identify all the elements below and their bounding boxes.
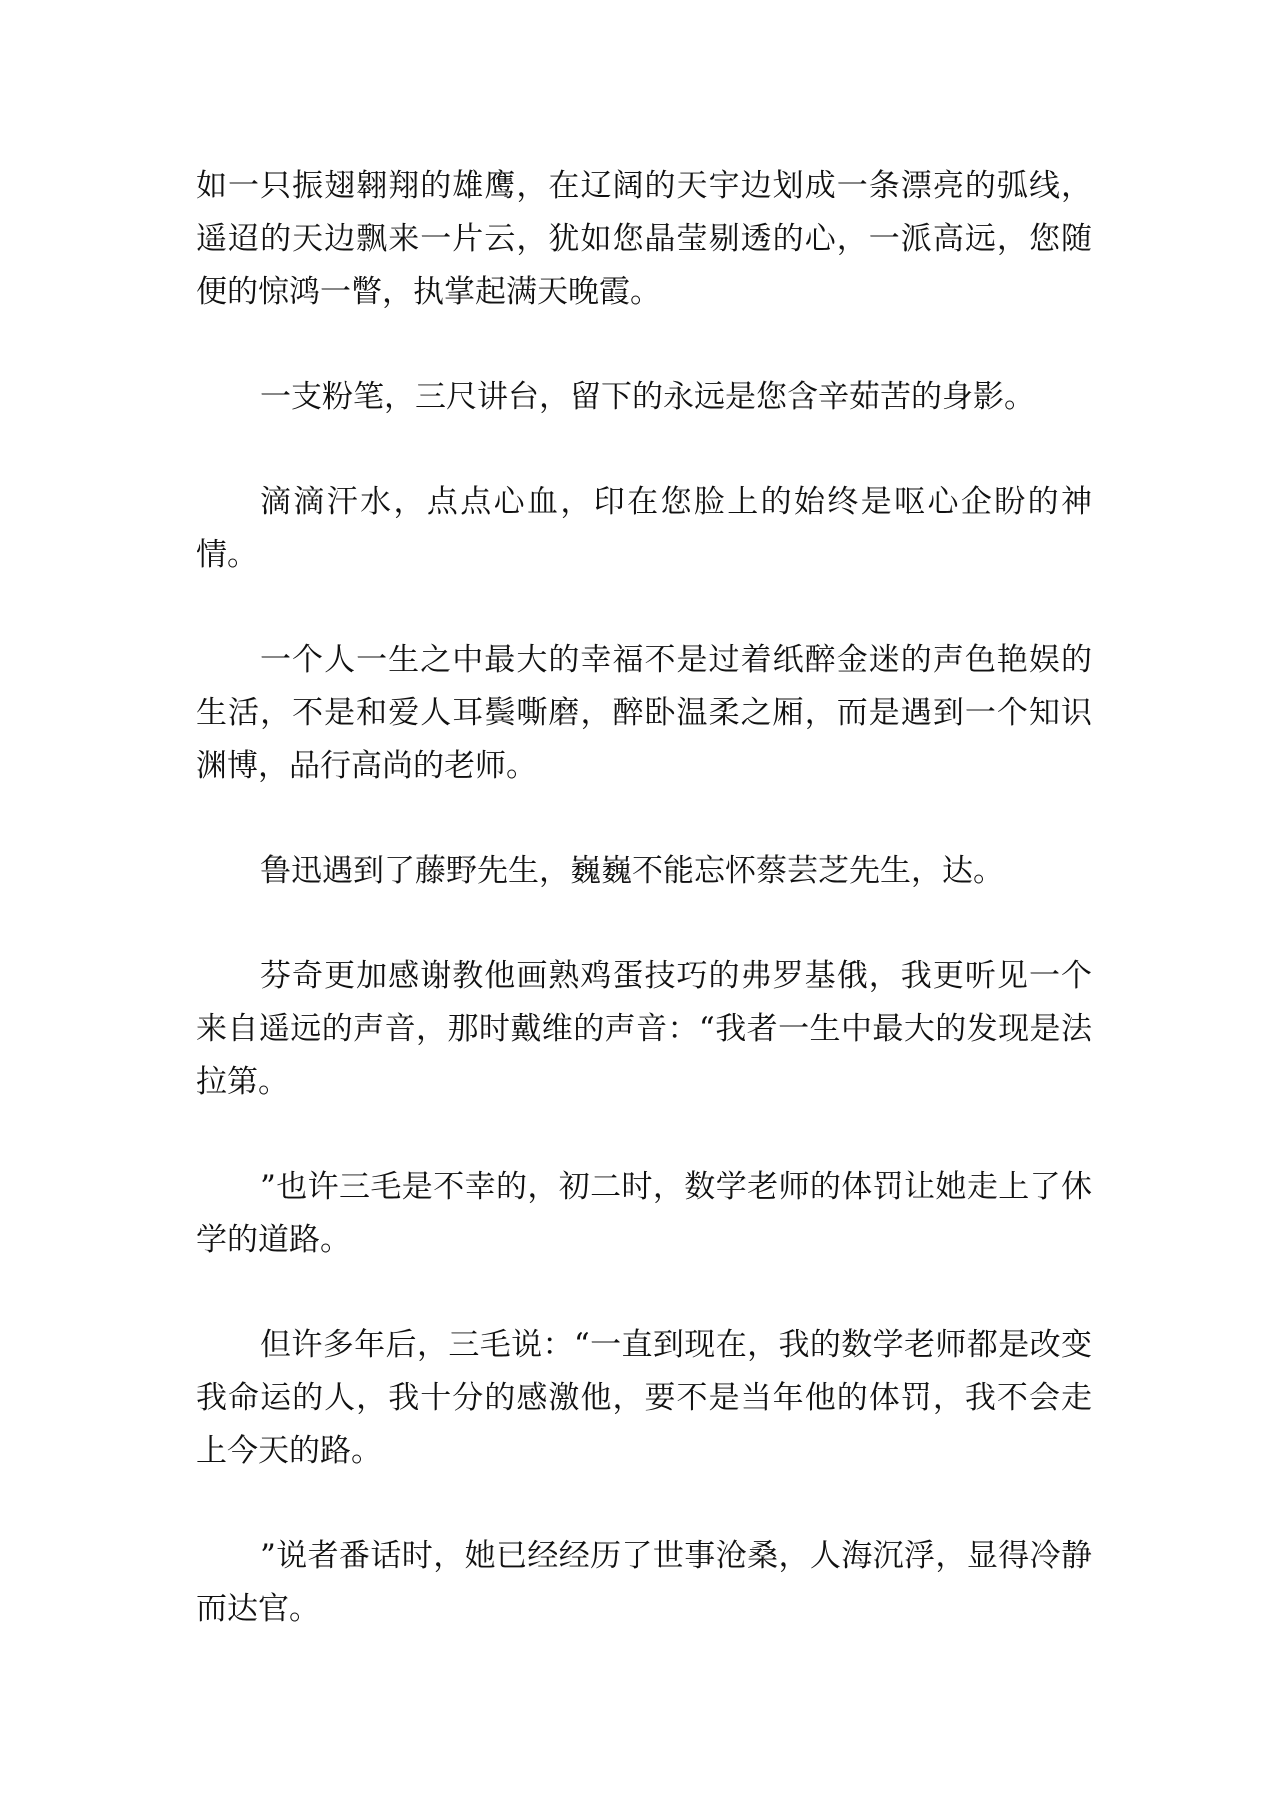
paragraph-7: ”也许三毛是不幸的，初二时，数学老师的体罚让她走上了休学的道路。 [196, 1169, 1092, 1258]
paragraph-8: 但许多年后，三毛说：“一直到现在，我的数学老师都是改变我命运的人，我十分的感激他，要不是当年他的体罚，我不会走上今天的路。 [196, 1327, 1092, 1469]
paragraph-5: 鲁迅遇到了藤野先生，巍巍不能忘怀蔡芸芝先生，达。 [260, 853, 1004, 889]
document-body [196, 160, 1092, 1688]
paragraph-9: ”说者番话时，她已经经历了世事沧桑，人海沉浮，显得冷静而达官。 [196, 1538, 1092, 1627]
paragraph-2: 一支粉笔，三尺讲台，留下的永远是您含辛茹苦的身影。 [260, 379, 1035, 415]
paragraph-3: 滴滴汗水，点点心血，印在您脸上的始终是呕心企盼的神情。 [196, 484, 1092, 573]
paragraph-1: 如一只振翅翱翔的雄鹰，在辽阔的天宇边划成一条漂亮的弧线，遥迢的天边飘来一片云，犹如您晶莹剔透的心，一派高远，您随便的惊鸿一瞥，执掌起满天晚霞。 [196, 168, 1092, 310]
paragraph-6: 芬奇更加感谢教他画熟鸡蛋技巧的弗罗基俄，我更听见一个来自遥远的声音，那时戴维的声音：“我者一生中最大的发现是法拉第。 [196, 958, 1092, 1100]
paragraph-4: 一个人一生之中最大的幸福不是过着纸醉金迷的声色艳娱的生活，不是和爱人耳鬓嘶磨，醉卧温柔之厢，而是遇到一个知识渊博，品行高尚的老师。 [196, 642, 1092, 784]
